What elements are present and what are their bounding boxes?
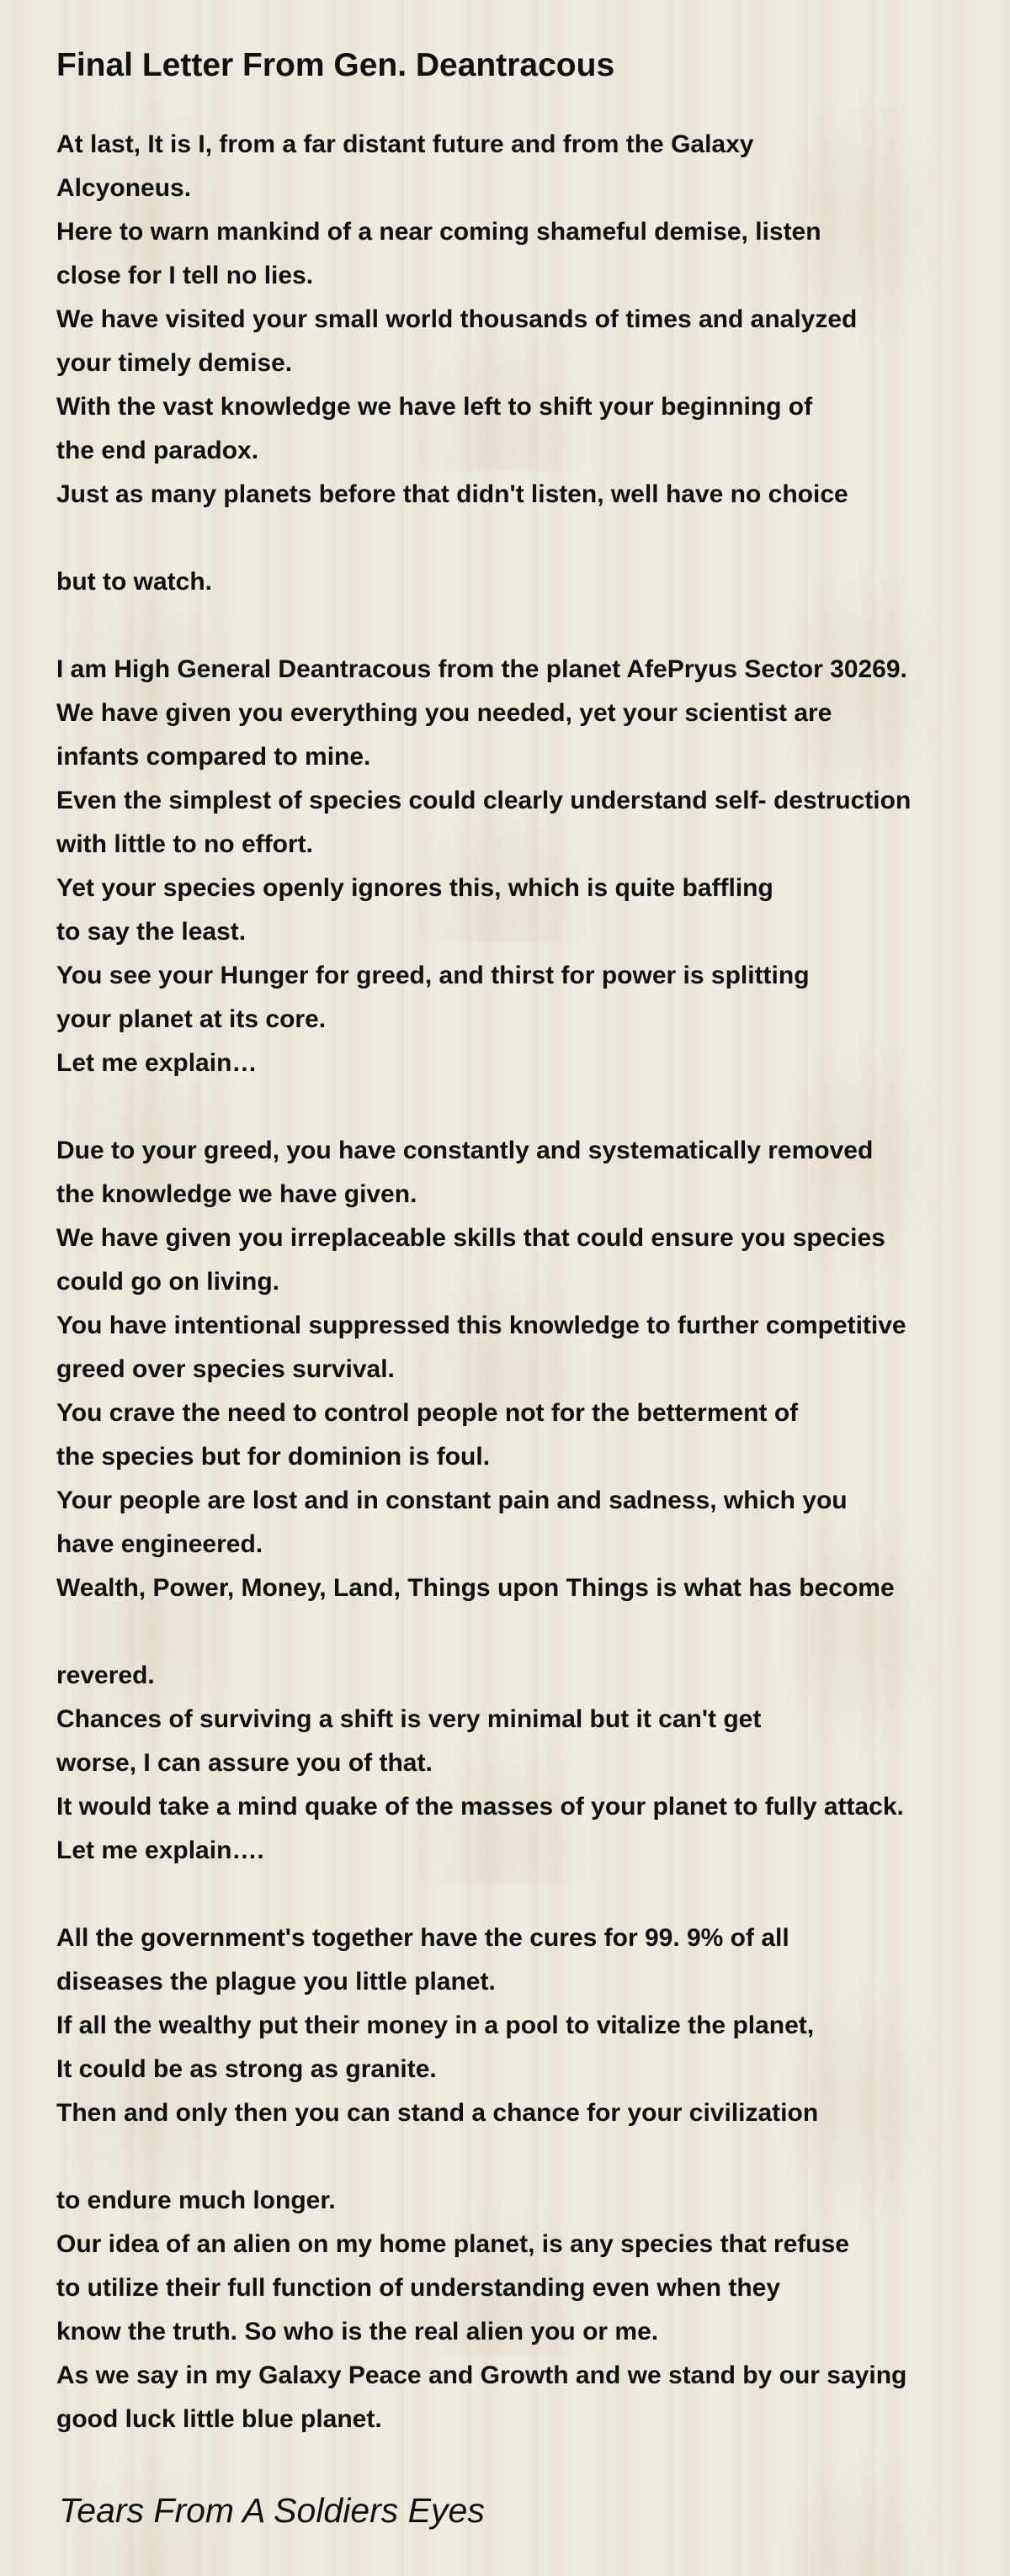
poem-line: It could be as strong as granite.: [56, 2055, 437, 2083]
poem-blank-line: [56, 604, 999, 648]
poem-line: with little to no effort.: [56, 830, 313, 858]
poem-line: Your people are lost and in constant pain and sadness, which you: [56, 1487, 848, 1514]
poem-line: worse, I can assure you of that.: [56, 1749, 433, 1777]
poem-line: At last, It is I, from a far distant future and from the Galaxy: [56, 130, 754, 158]
poem-blank-line: [56, 1873, 999, 1916]
poem-line: All the government's together have the cures for 99. 9% of all: [56, 1924, 789, 1952]
poem-line: infants compared to mine.: [56, 743, 371, 771]
poem-line: Due to your greed, you have constantly and systematically removed: [56, 1137, 874, 1164]
poem-line: close for I tell no lies.: [56, 262, 314, 289]
poem-line: We have given you everything you needed, yet your scientist are: [56, 699, 832, 727]
poem-line: could go on living.: [56, 1268, 279, 1296]
poem-title: Final Letter From Gen. Deantracous: [56, 47, 615, 83]
poem-blank-line: [56, 2135, 999, 2179]
poem-line: Here to warn mankind of a near coming shameful demise, listen: [56, 218, 821, 246]
poem-line: to endure much longer.: [56, 2186, 336, 2214]
poem-line: I am High General Deantracous from the planet AfePryus Sector 30269.: [56, 655, 907, 683]
poem-line: the species but for dominion is foul.: [56, 1443, 491, 1471]
poem-line: your planet at its core.: [56, 1005, 327, 1033]
poem-line: You see your Hunger for greed, and thirst for power is splitting: [56, 962, 810, 989]
poem-line: the knowledge we have given.: [56, 1180, 417, 1208]
poem-line: We have given you irreplaceable skills that could ensure you species: [56, 1224, 885, 1252]
poem-body: [56, 123, 999, 2441]
poem-line: Alcyoneus.: [56, 174, 192, 202]
poem-line: Then and only then you can stand a chance for your civilization: [56, 2099, 819, 2127]
poem-line: Let me explain…: [56, 1049, 258, 1077]
poem-line: Just as many planets before that didn't listen, well have no choice: [56, 480, 848, 508]
poem-line: You crave the need to control people not for the betterment of: [56, 1399, 799, 1427]
poem-blank-line: [56, 1085, 999, 1129]
poem-line: the end paradox.: [56, 437, 259, 464]
poem-line: Wealth, Power, Money, Land, Things upon Things is what has become: [56, 1574, 895, 1602]
poem-blank-line: [56, 517, 999, 560]
poem-blank-line: [56, 1610, 999, 1654]
poem-line: but to watch.: [56, 568, 212, 596]
poem-line: your timely demise.: [56, 349, 293, 377]
poem-line: Let me explain….: [56, 1837, 264, 1864]
poem-line: As we say in my Galaxy Peace and Growth and we stand by our saying: [56, 2361, 907, 2389]
poem-line: We have visited your small world thousands of times and analyzed: [56, 305, 858, 333]
poem-line: If all the wealthy put their money in a pool to vitalize the planet,: [56, 2012, 815, 2039]
poem-line: diseases the plague you little planet.: [56, 1968, 496, 1996]
poem-line: to utilize their full function of understanding even when they: [56, 2274, 781, 2302]
poem-line: It would take a mind quake of the masses of your planet to fully attack.: [56, 1793, 904, 1821]
poem-line: good luck little blue planet.: [56, 2405, 382, 2433]
poem-line: Our idea of an alien on my home planet, is any species that refuse: [56, 2230, 849, 2258]
poem-line: revered.: [56, 1662, 155, 1689]
poem-line: You have intentional suppressed this knowledge to further competitive: [56, 1312, 906, 1339]
poem-line: greed over species survival.: [56, 1355, 395, 1383]
poem-line: Even the simplest of species could clearly understand self- destruction: [56, 787, 912, 814]
poem-line: Chances of surviving a shift is very minimal but it can't get: [56, 1705, 762, 1733]
poem-line: have engineered.: [56, 1530, 263, 1558]
poem-author-line: Tears From A Soldiers Eyes: [59, 2491, 485, 2530]
poem-line: Yet your species openly ignores this, which is quite baffling: [56, 874, 773, 902]
poem-line: know the truth. So who is the real alien you or me.: [56, 2318, 659, 2345]
poem-line: to say the least.: [56, 918, 247, 946]
poem-line: With the vast knowledge we have left to shift your beginning of: [56, 393, 813, 421]
